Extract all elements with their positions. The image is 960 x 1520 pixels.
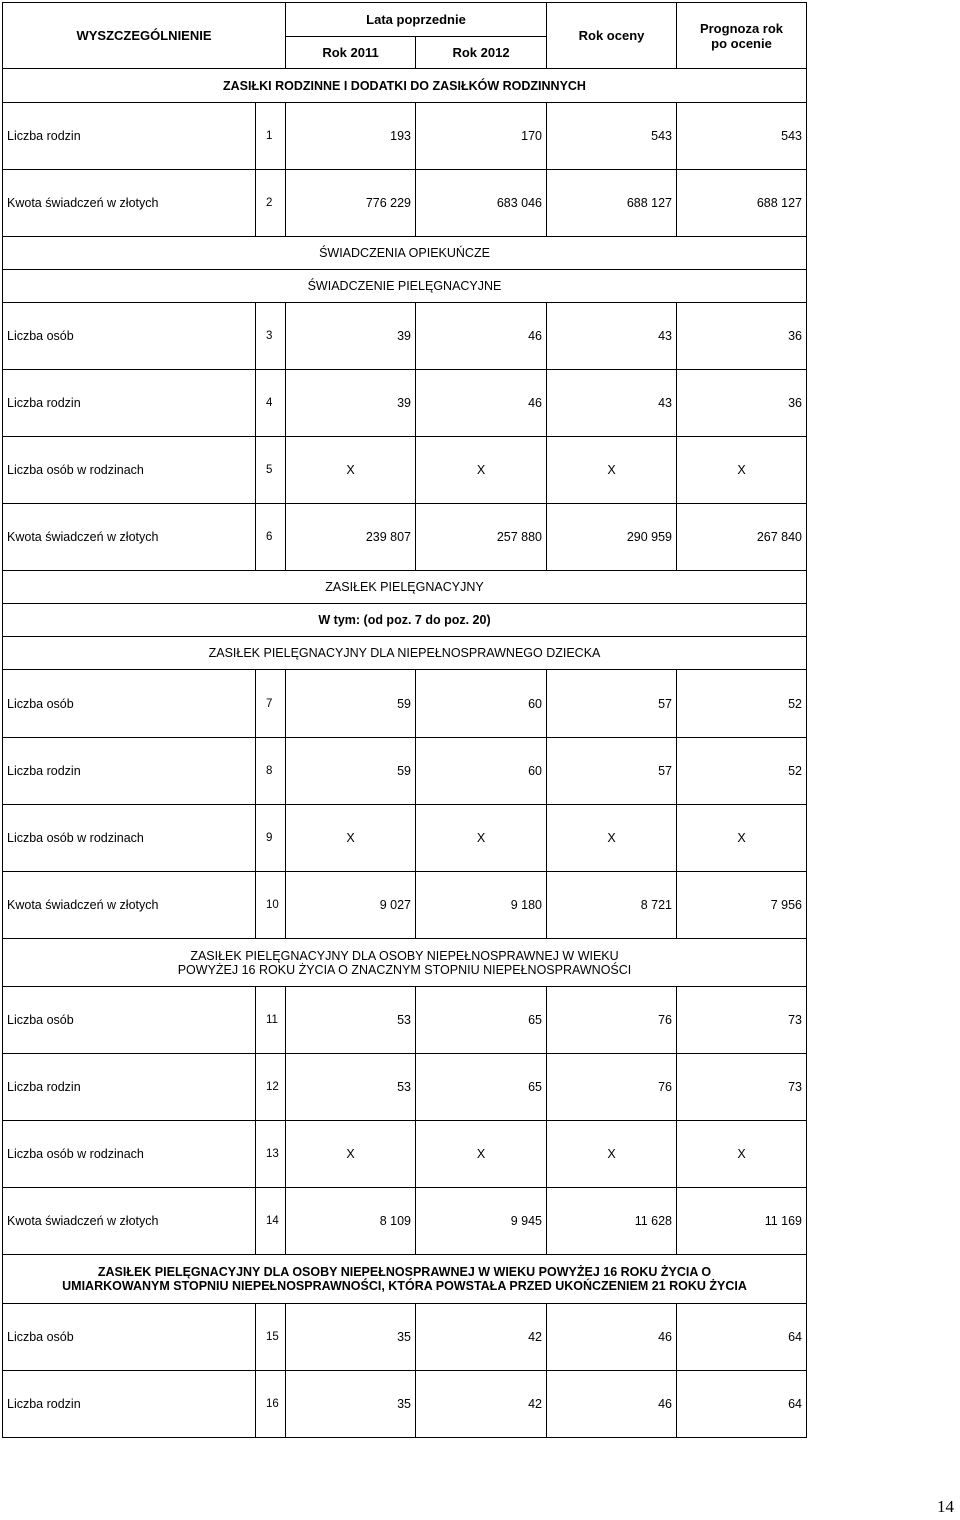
row-label: Liczba rodzin — [3, 1054, 256, 1121]
value-2012: 42 — [416, 1371, 547, 1438]
value-2012: 42 — [416, 1304, 547, 1371]
value-2011: 59 — [286, 670, 416, 738]
header-prev-years: Lata poprzednie — [286, 3, 547, 37]
value-forecast: 52 — [677, 670, 807, 738]
value-assessment: X — [547, 1121, 677, 1188]
header-forecast-line1: Prognoza rok — [699, 20, 784, 36]
row-number: 15 — [256, 1304, 286, 1371]
table-row — [3, 1304, 807, 1371]
header-year-2012: Rok 2012 — [416, 37, 547, 69]
value-2012: 46 — [416, 303, 547, 370]
table-row — [3, 1188, 807, 1255]
value-2012: 257 880 — [416, 504, 547, 571]
section-significant-disability-line-1: ZASIŁEK PIELĘGNACYJNY DLA OSOBY NIEPEŁNOSPRAWNEJ W WIEKU — [190, 948, 619, 963]
value-assessment: 57 — [547, 738, 677, 805]
row-number: 1 — [256, 103, 286, 170]
value-forecast: X — [677, 1121, 807, 1188]
table-row — [3, 805, 807, 872]
value-forecast: 267 840 — [677, 504, 807, 571]
value-assessment: 43 — [547, 370, 677, 437]
section-moderate-disability-line-1: ZASIŁEK PIELĘGNACYJNY DLA OSOBY NIEPEŁNOSPRAWNEJ W WIEKU POWYŻEJ 16 ROKU ŻYCIA O — [97, 1265, 712, 1279]
section-nursing-allowance — [3, 571, 807, 604]
value-assessment: 543 — [547, 103, 677, 170]
value-assessment: 11 628 — [547, 1188, 677, 1255]
section-significant-disability-line-2: POWYŻEJ 16 ROKU ŻYCIA O ZNACZNYM STOPNIU NIEPEŁNOSPRAWNOŚCI — [177, 962, 632, 977]
row-label: Liczba rodzin — [3, 370, 256, 437]
table-row — [3, 370, 807, 437]
value-forecast: X — [677, 805, 807, 872]
value-2011: X — [286, 437, 416, 504]
value-2012: 46 — [416, 370, 547, 437]
section-moderate-disability — [3, 1255, 807, 1304]
value-assessment: 290 959 — [547, 504, 677, 571]
value-assessment: 76 — [547, 1054, 677, 1121]
value-2012: 65 — [416, 1054, 547, 1121]
value-2011: 59 — [286, 738, 416, 805]
row-label: Liczba osób — [3, 987, 256, 1054]
table-row — [3, 872, 807, 939]
section-nursing-benefit-line-1: ŚWIADCZENIE PIELĘGNACYJNE — [307, 279, 502, 293]
value-forecast: 543 — [677, 103, 807, 170]
value-2011: 53 — [286, 1054, 416, 1121]
value-2011: 8 109 — [286, 1188, 416, 1255]
table-row — [3, 303, 807, 370]
section-family-benefits-line-1: ZASIŁKI RODZINNE I DODATKI DO ZASIŁKÓW RODZINNYCH — [223, 78, 586, 93]
header-year-2011: Rok 2011 — [286, 37, 416, 69]
value-assessment: 8 721 — [547, 872, 677, 939]
value-forecast: 64 — [677, 1371, 807, 1438]
value-2012: 65 — [416, 987, 547, 1054]
row-number: 12 — [256, 1054, 286, 1121]
row-label: Liczba rodzin — [3, 1371, 256, 1438]
table-row — [3, 738, 807, 805]
row-label: Kwota świadczeń w złotych — [3, 872, 256, 939]
section-care-benefits — [3, 237, 807, 270]
row-label: Liczba osób w rodzinach — [3, 437, 256, 504]
table-row — [3, 987, 807, 1054]
value-forecast: X — [677, 437, 807, 504]
value-assessment: 57 — [547, 670, 677, 738]
value-forecast: 73 — [677, 1054, 807, 1121]
row-number: 9 — [256, 805, 286, 872]
value-forecast: 36 — [677, 303, 807, 370]
row-number: 3 — [256, 303, 286, 370]
value-2011: 39 — [286, 303, 416, 370]
header-forecast-line2: po ocenie — [711, 35, 772, 51]
value-assessment: 46 — [547, 1371, 677, 1438]
row-number: 13 — [256, 1121, 286, 1188]
row-number: 14 — [256, 1188, 286, 1255]
value-2011: 35 — [286, 1304, 416, 1371]
table-row — [3, 103, 807, 170]
section-moderate-disability-line-2: UMIARKOWANYM STOPNIU NIEPEŁNOSPRAWNOŚCI, KTÓRA POWSTAŁA PRZED UKOŃCZENIEM 21 ROKU ŻYCIA — [62, 1279, 747, 1293]
row-number: 10 — [256, 872, 286, 939]
value-assessment: 76 — [547, 987, 677, 1054]
value-2012: 683 046 — [416, 170, 547, 237]
value-forecast: 52 — [677, 738, 807, 805]
row-label: Kwota świadczeń w złotych — [3, 504, 256, 571]
value-2011: 193 — [286, 103, 416, 170]
value-2011: 39 — [286, 370, 416, 437]
row-number: 8 — [256, 738, 286, 805]
value-forecast: 36 — [677, 370, 807, 437]
row-label: Kwota świadczeń w złotych — [3, 170, 256, 237]
row-label: Liczba rodzin — [3, 103, 256, 170]
value-forecast: 7 956 — [677, 872, 807, 939]
section-disabled-child — [3, 637, 807, 670]
header-wyszczegolnienie: WYSZCZEGÓLNIENIE — [3, 3, 286, 69]
value-2011: 53 — [286, 987, 416, 1054]
table-row — [3, 1371, 807, 1438]
table-row — [3, 170, 807, 237]
value-2012: X — [416, 805, 547, 872]
value-2012: 170 — [416, 103, 547, 170]
value-2011: 776 229 — [286, 170, 416, 237]
section-significant-disability — [3, 939, 807, 987]
value-2011: X — [286, 805, 416, 872]
row-number: 5 — [256, 437, 286, 504]
value-assessment: 43 — [547, 303, 677, 370]
table-row — [3, 670, 807, 738]
value-2012: 9 945 — [416, 1188, 547, 1255]
section-family-benefits — [3, 69, 807, 103]
header-forecast — [677, 3, 807, 69]
row-number: 2 — [256, 170, 286, 237]
row-label: Liczba osób w rodzinach — [3, 1121, 256, 1188]
row-number: 16 — [256, 1371, 286, 1438]
value-assessment: X — [547, 437, 677, 504]
section-nursing-allowance-sub — [3, 604, 807, 637]
row-label: Liczba osób w rodzinach — [3, 805, 256, 872]
row-number: 6 — [256, 504, 286, 571]
value-2012: 60 — [416, 670, 547, 738]
table-row — [3, 437, 807, 504]
section-nursing-allowance-sub-line-1: W tym: (od poz. 7 do poz. 20) — [318, 613, 491, 627]
table-row — [3, 1121, 807, 1188]
row-label: Liczba rodzin — [3, 738, 256, 805]
value-assessment: X — [547, 805, 677, 872]
row-number: 7 — [256, 670, 286, 738]
value-2011: X — [286, 1121, 416, 1188]
value-2012: 9 180 — [416, 872, 547, 939]
value-2012: X — [416, 1121, 547, 1188]
value-2012: 60 — [416, 738, 547, 805]
value-assessment: 688 127 — [547, 170, 677, 237]
section-nursing-benefit — [3, 270, 807, 303]
table-row — [3, 504, 807, 571]
page-number: 14 — [937, 1497, 954, 1516]
row-number: 4 — [256, 370, 286, 437]
value-2011: 35 — [286, 1371, 416, 1438]
value-assessment: 46 — [547, 1304, 677, 1371]
value-forecast: 73 — [677, 987, 807, 1054]
row-number: 11 — [256, 987, 286, 1054]
value-forecast: 64 — [677, 1304, 807, 1371]
header-assessment-year: Rok oceny — [547, 3, 677, 69]
row-label: Kwota świadczeń w złotych — [3, 1188, 256, 1255]
value-forecast: 688 127 — [677, 170, 807, 237]
value-2011: 239 807 — [286, 504, 416, 571]
value-2012: X — [416, 437, 547, 504]
value-2011: 9 027 — [286, 872, 416, 939]
row-label: Liczba osób — [3, 670, 256, 738]
section-nursing-allowance-line-1: ZASIŁEK PIELĘGNACYJNY — [325, 580, 484, 594]
value-forecast: 11 169 — [677, 1188, 807, 1255]
row-label: Liczba osób — [3, 303, 256, 370]
table-row — [3, 1054, 807, 1121]
section-care-benefits-line-1: ŚWIADCZENIA OPIEKUŃCZE — [319, 246, 490, 260]
section-disabled-child-line-1: ZASIŁEK PIELĘGNACYJNY DLA NIEPEŁNOSPRAWNEGO DZIECKA — [208, 646, 601, 660]
benefits-table — [2, 2, 807, 1438]
row-label: Liczba osób — [3, 1304, 256, 1371]
